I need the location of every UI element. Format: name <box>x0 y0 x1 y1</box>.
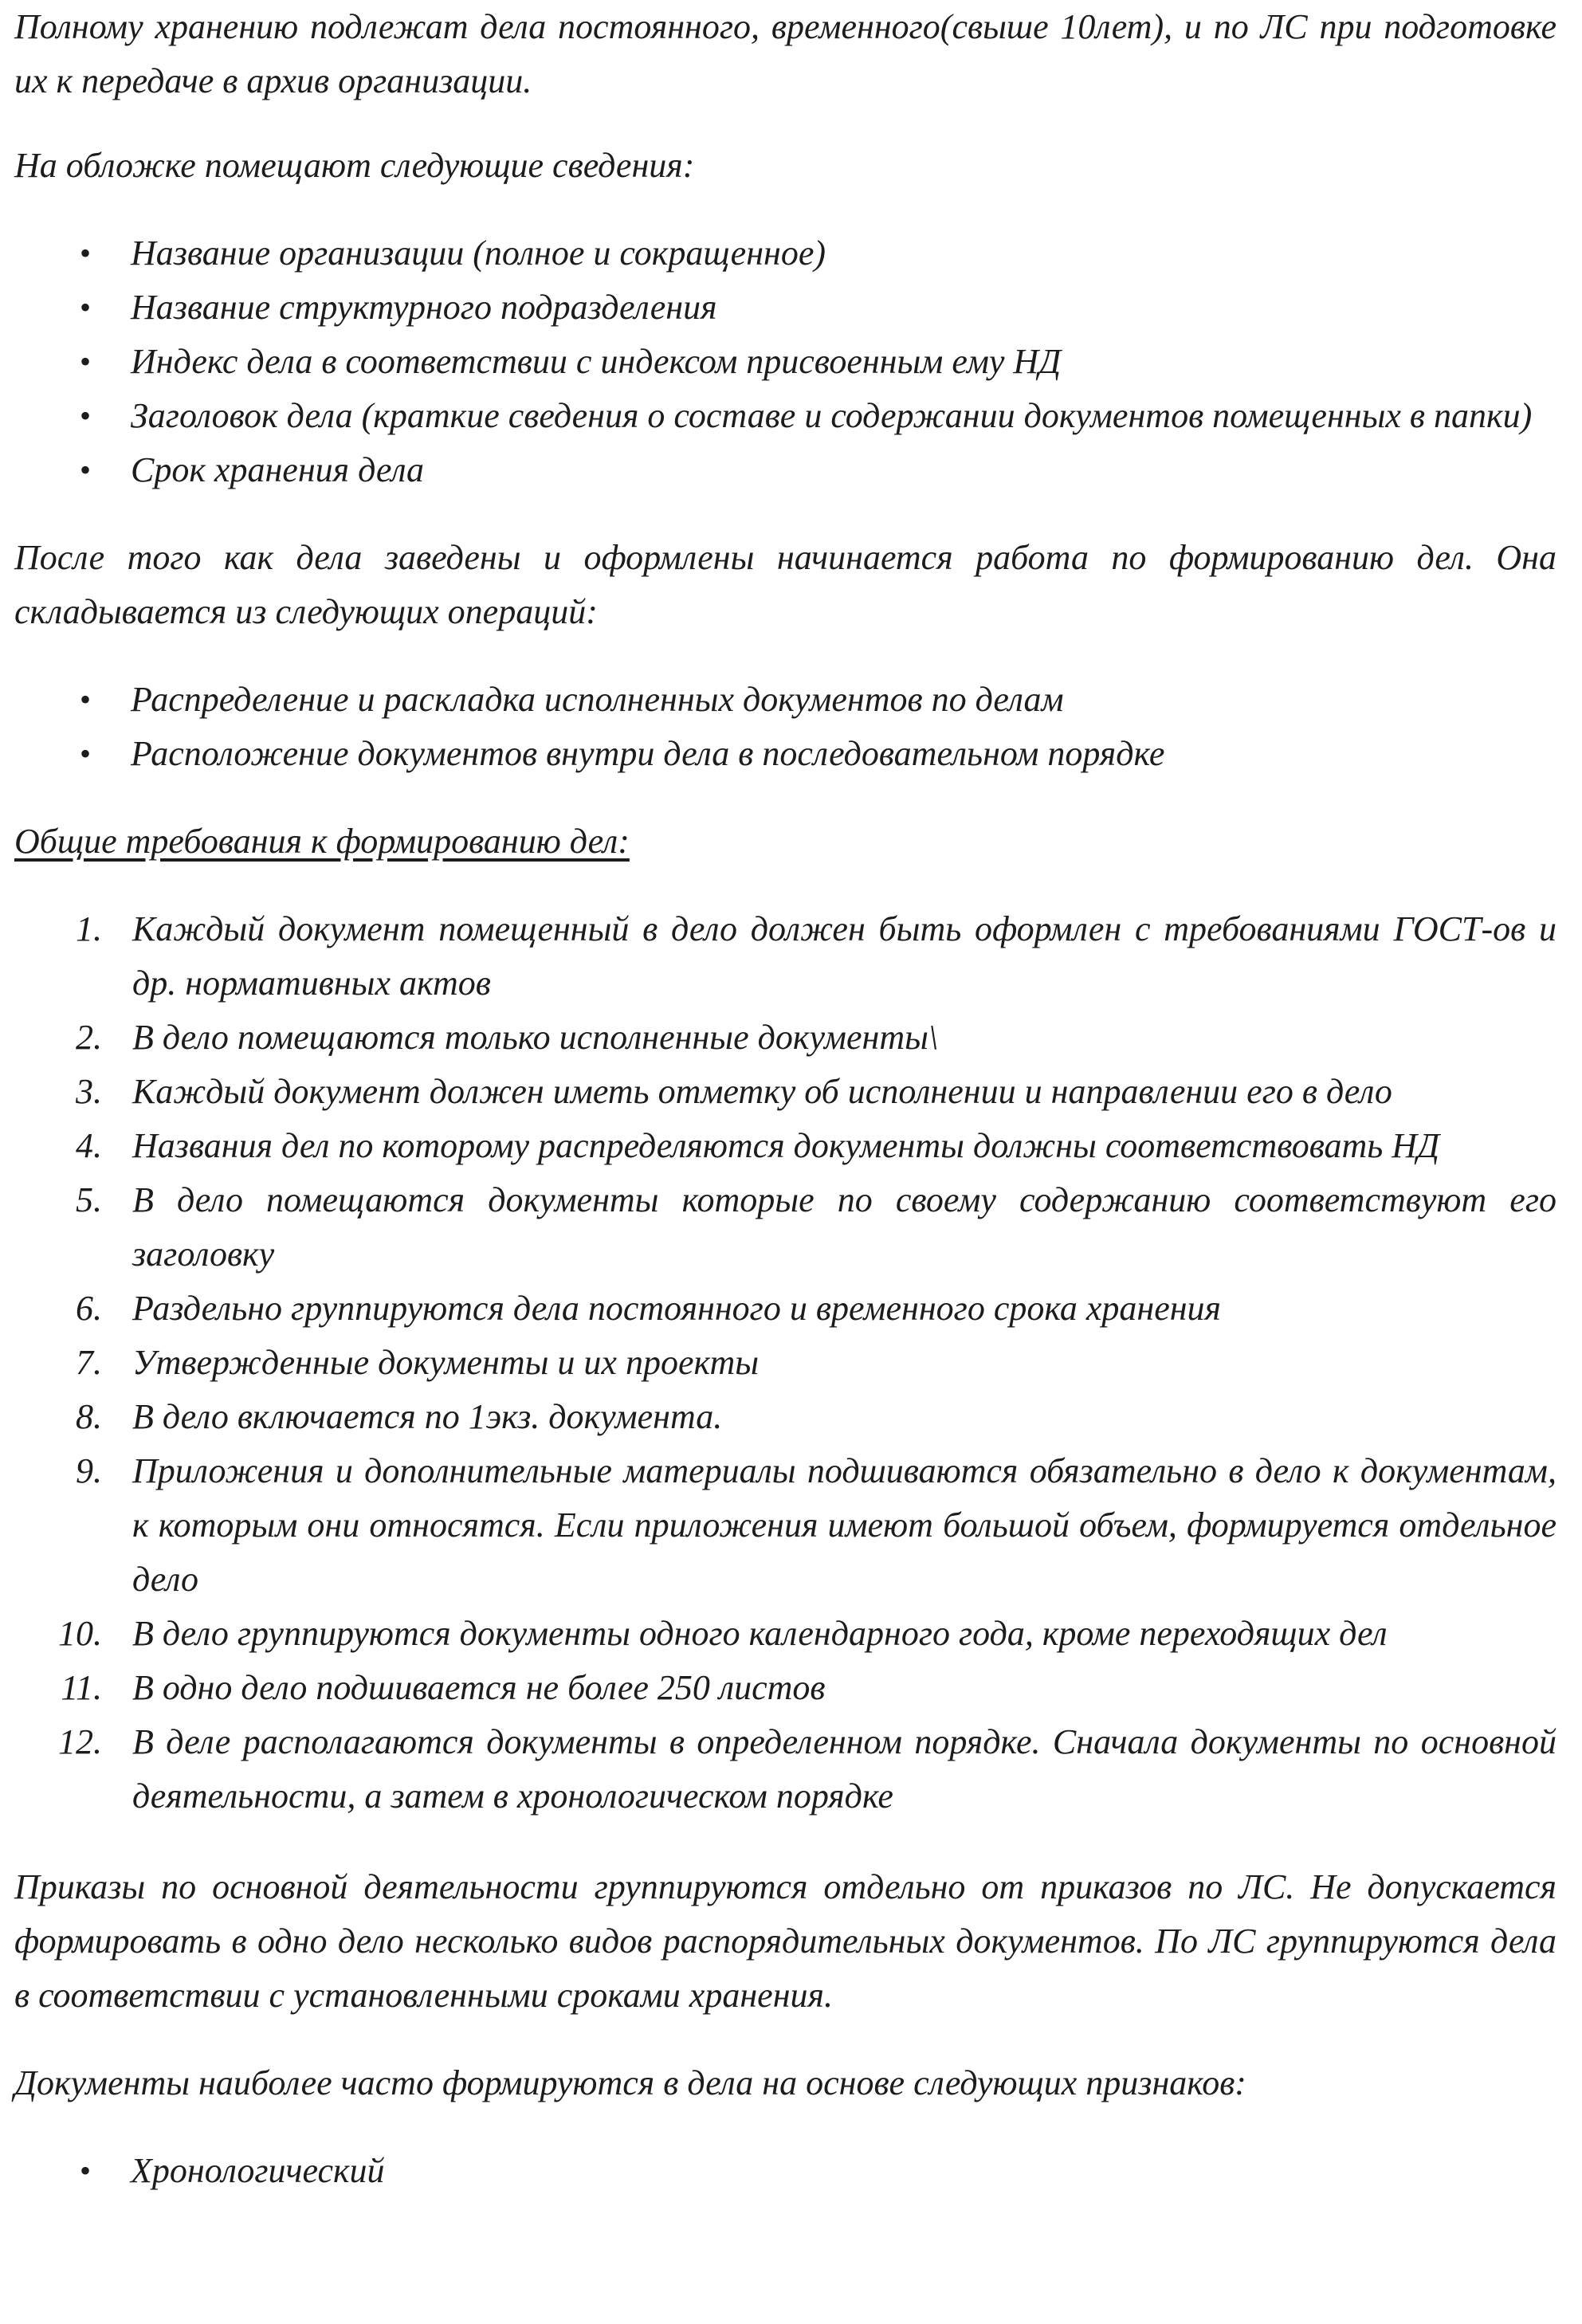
bullet-icon: • <box>80 235 92 271</box>
bullet-icon: • <box>80 452 92 488</box>
criteria-list <box>14 2144 1556 2198</box>
cover-lead: На обложке помещают следующие сведения: <box>14 146 695 185</box>
cover-list <box>14 226 1556 497</box>
bullet-icon: • <box>80 681 92 717</box>
list-item: 10. В дело группируются документы одного календарного года, кроме переходящих дел <box>14 1607 1556 1661</box>
intro-paragraph: Полному хранению подлежат дела постоянного, временного(свыше 10лет), и по ЛС при подготовке их к передаче в архив организации. <box>14 7 1556 100</box>
list-item: • Заголовок дела (краткие сведения о составе и содержании документов помещенных в папки) <box>14 389 1556 443</box>
list-item: • Распределение и раскладка исполненных документов по делам <box>14 673 1556 727</box>
item-number: 7. <box>76 1343 102 1382</box>
item-number: 8. <box>76 1397 102 1436</box>
list-item: 1. Каждый документ помещенный в дело должен быть оформлен с требованиями ГОСТ-ов и др. нормативных актов <box>14 902 1556 1011</box>
bullet-icon: • <box>80 736 92 771</box>
requirements-list <box>14 902 1556 1823</box>
formation-paragraph: После того как дела заведены и оформлены начинается работа по формированию дел. Она складывается из следующих операций: <box>14 538 1556 631</box>
list-item: 7. Утвержденные документы и их проекты <box>14 1336 1556 1390</box>
list-item: 6. Раздельно группируются дела постоянного и временного срока хранения <box>14 1282 1556 1336</box>
list-item: • Название структурного подразделения <box>14 281 1556 335</box>
item-number: 9. <box>76 1451 102 1490</box>
bullet-icon: • <box>80 398 92 434</box>
list-item: 8. В дело включается по 1экз. документа. <box>14 1390 1556 1444</box>
item-number: 3. <box>76 1072 102 1111</box>
list-item: • Срок хранения дела <box>14 443 1556 497</box>
requirements-heading: Общие требования к формированию дел: <box>14 822 630 861</box>
list-item: • Хронологический <box>14 2144 1556 2198</box>
document-page <box>14 0 1556 2324</box>
list-item: 4. Названия дел по которому распределяются документы должны соответствовать НД <box>14 1119 1556 1173</box>
list-item: • Расположение документов внутри дела в последовательном порядке <box>14 727 1556 781</box>
bullet-icon: • <box>80 2153 92 2189</box>
list-item: • Индекс дела в соответствии с индексом присвоенным ему НД <box>14 335 1556 389</box>
item-number: 10. <box>58 1614 102 1653</box>
item-number: 4. <box>76 1126 102 1165</box>
list-item: 11. В одно дело подшивается не более 250 листов <box>14 1661 1556 1715</box>
list-item: • Название организации (полное и сокращенное) <box>14 226 1556 281</box>
item-number: 1. <box>76 909 102 948</box>
criteria-lead: Документы наиболее часто формируются в дела на основе следующих признаков: <box>14 2063 1246 2102</box>
list-item: 3. Каждый документ должен иметь отметку об исполнении и направлении его в дело <box>14 1065 1556 1119</box>
list-item: 2. В дело помещаются только исполненные документы\ <box>14 1011 1556 1065</box>
item-number: 2. <box>76 1018 102 1057</box>
list-item: 12. В деле располагаются документы в определенном порядке. Сначала документы по основной деятельности, а затем в хронологическом порядке <box>14 1715 1556 1823</box>
item-number: 5. <box>76 1180 102 1219</box>
bullet-icon: • <box>80 289 92 325</box>
list-item: 9. Приложения и дополнительные материалы подшиваются обязательно в дело к документам, к которым они относятся. Если приложения имеют большой объем, формируется отдельное дело <box>14 1444 1556 1607</box>
item-number: 12. <box>58 1722 102 1761</box>
bullet-icon: • <box>80 343 92 379</box>
item-number: 11. <box>61 1668 102 1707</box>
operations-list <box>14 673 1556 781</box>
item-number: 6. <box>76 1289 102 1328</box>
list-item: 5. В дело помещаются документы которые по своему содержанию соответствуют его заголовку <box>14 1173 1556 1282</box>
orders-paragraph: Приказы по основной деятельности группируются отдельно от приказов по ЛС. Не допускается формировать в одно дело несколько видов распорядительных документов. По ЛС группируются дела в соответствии с установленными сроками хранения. <box>14 1867 1556 2015</box>
